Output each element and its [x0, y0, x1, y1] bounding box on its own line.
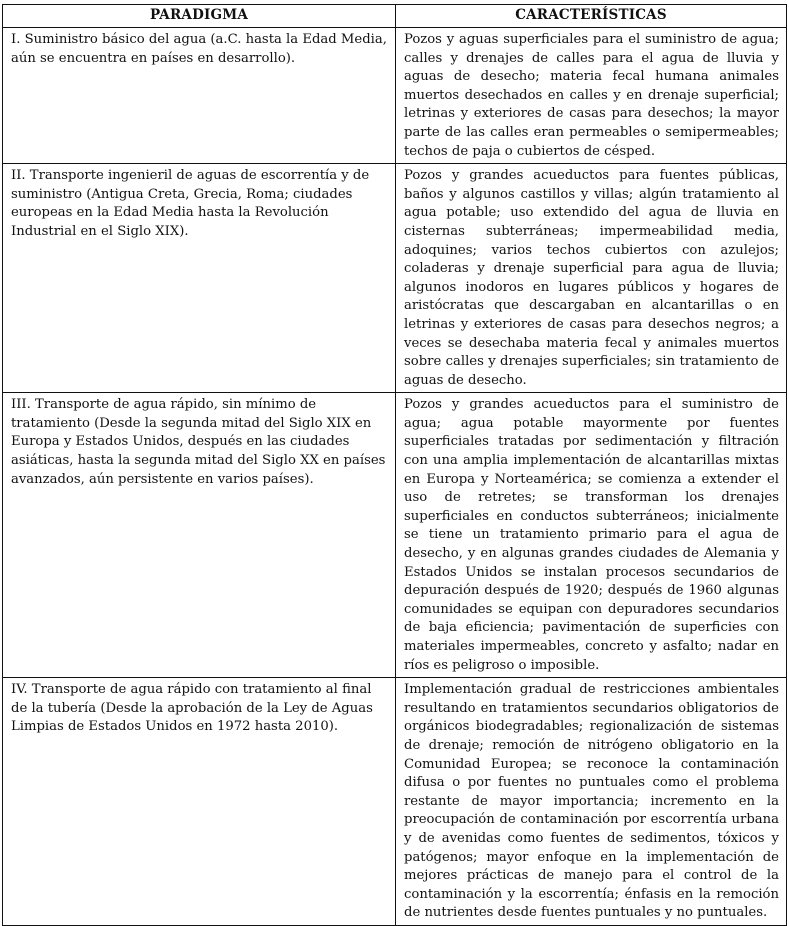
paradigma-cell: I. Suministro básico del agua (a.C. hasta la Edad Media, aún se encuentra en países en desarrollo).	[3, 28, 396, 164]
header-caracteristicas: CARACTERÍSTICAS	[396, 5, 787, 28]
table-row	[3, 164, 787, 393]
table-row	[3, 393, 787, 678]
caracteristicas-cell: Implementación gradual de restricciones ambientales resultando en tratamientos secundarios obligatorios de orgánicos biodegradables; regionalización de sistemas de drenaje; remoción de nitrógeno obligatorio en la Comunidad Europea; se reconoce la contaminación difusa o por fuentes no puntuales como el problema restante de mayor importancia; incremento en la preocupación de contaminación por escorrentía urbana y de avenidas como fuentes de sedimentos, tóxicos y patógenos; mayor enfoque en la implementación de mejores prácticas de manejo para el control de la contaminación y la escorrentía; énfasis en la remoción de nutrientes desde fuentes puntuales y no puntuales.	[396, 678, 787, 926]
table-row	[3, 678, 787, 926]
paradigma-cell: IV. Transporte de agua rápido con tratamiento al final de la tubería (Desde la aprobación de la Ley de Aguas Limpias de Estados Unidos en 1972 hasta 2010).	[3, 678, 396, 926]
caracteristicas-cell: Pozos y aguas superficiales para el suministro de agua; calles y drenajes de calles para el agua de lluvia y aguas de desecho; materia fecal humana animales muertos desechados en calles y en drenaje superficial; letrinas y exteriores de casas para desechos; la mayor parte de las calles eran permeables o semipermeables; techos de paja o cubiertos de césped.	[396, 28, 787, 164]
caracteristicas-cell: Pozos y grandes acueductos para el suministro de agua; agua potable mayormente por fuentes superficiales tratadas por sedimentación y filtración con una amplia implementación de alcantarillas mixtas en Europa y Norteamérica; se comienza a extender el uso de retretes; se transforman los drenajes superficiales en conductos subterráneos; inicialmente se tiene un tratamiento primario para el agua de desecho, y en algunas grandes ciudades de Alemania y Estados Unidos se instalan procesos secundarios de depuración después de 1920; después de 1960 algunas comunidades se equipan con depuradores secundarios de baja eficiencia; pavimentación de superficies con materiales impermeables, concreto y asfalto; nadar en ríos es peligroso o imposible.	[396, 393, 787, 678]
paradigms-table	[2, 4, 787, 926]
table-header-row	[3, 5, 787, 28]
caracteristicas-cell: Pozos y grandes acueductos para fuentes públicas, baños y algunos castillos y villas; algún tratamiento al agua potable; uso extendido del agua de lluvia en cisternas subterráneas; impermeabilidad media, adoquines; varios techos cubiertos con azulejos; coladeras y drenaje superficial para agua de lluvia; algunos inodoros en lugares públicos y hogares de aristócratas que descargaban en alcantarillas o en letrinas y exteriores de casas para desechos negros; a veces se desechaba materia fecal y animales muertos sobre calles y drenajes superficiales; sin tratamiento de aguas de desecho.	[396, 164, 787, 393]
table-row	[3, 28, 787, 164]
paradigma-cell: II. Transporte ingenieril de aguas de escorrentía y de suministro (Antigua Creta, Grecia, Roma; ciudades europeas en la Edad Media hasta la Revolución Industrial en el Siglo XIX).	[3, 164, 396, 393]
paradigma-cell: III. Transporte de agua rápido, sin mínimo de tratamiento (Desde la segunda mitad del Siglo XIX en Europa y Estados Unidos, después en las ciudades asiáticas, hasta la segunda mitad del Siglo XX en países avanzados, aún persistente en varios países).	[3, 393, 396, 678]
header-paradigma: PARADIGMA	[3, 5, 396, 28]
